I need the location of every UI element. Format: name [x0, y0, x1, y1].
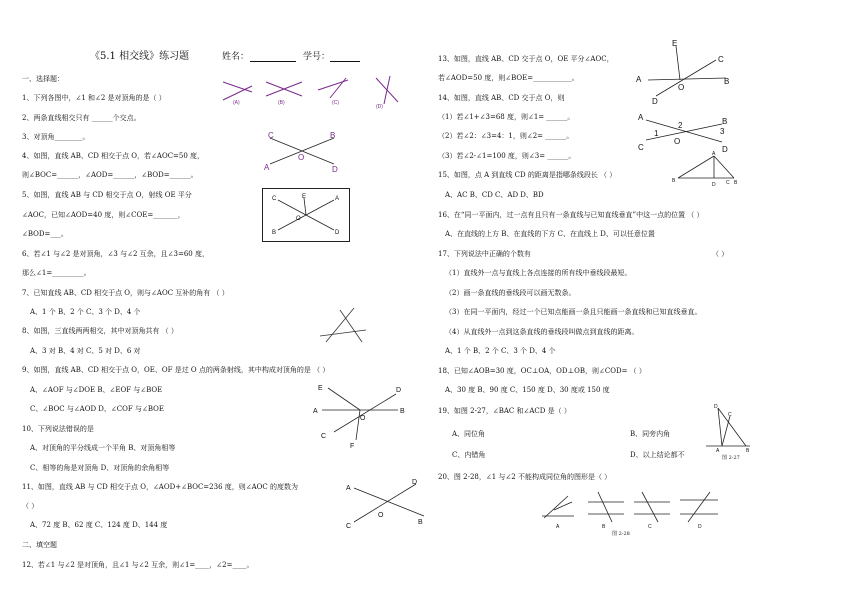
q13-label-a: A	[636, 75, 642, 84]
q9-label-d: D	[396, 387, 402, 394]
id-blank[interactable]	[330, 50, 360, 62]
q4-label-a: A	[264, 163, 270, 172]
q5-label-c: C	[272, 196, 277, 202]
question-14-part3: （3）若∠2-∠1=100 度，则∠3= ______。	[438, 152, 576, 160]
question-19: 19、如图 2-27，∠BAC 和∠ACD 是（ ）	[438, 407, 571, 415]
question-15: 15、如图，点 A 到直线 CD 的距离是指哪条线段长 （ ）	[438, 171, 617, 179]
q9-label-o: O	[360, 415, 366, 422]
question-17-statement-2: （2）画一条直线的垂线段可以画无数条。	[445, 289, 576, 297]
q20-label-d: D	[698, 524, 702, 530]
question-6-line2: 那么∠1=_________。	[22, 269, 91, 277]
q19-label-c: C	[728, 412, 732, 418]
question-5-line3: ∠BOD=___。	[22, 230, 68, 238]
q1-label-b: (B)	[278, 100, 285, 106]
q9-label-c: C	[321, 433, 327, 440]
question-14-part1: （1）若∠1+∠3=68 度，则∠1= ______。	[438, 113, 575, 121]
q13-label-o: O	[678, 83, 685, 92]
question-13-line1: 13、如图，直线 AB、CD 交于点 O，OE 平分∠AOC，	[438, 55, 614, 63]
question-15-options: A、AC B、CD C、AD D、BD	[445, 191, 544, 199]
question-17: 17、下列说法中正确的个数有	[438, 250, 531, 258]
q4-label-c: C	[268, 131, 274, 140]
q9-label-b: B	[400, 408, 405, 415]
question-14-part2: （2）若∠2：∠3=4：1，则∠2= ______。	[438, 132, 574, 140]
name-label: 姓名：	[222, 52, 250, 62]
question-11-line1: 11、如图，直线 AB 与 CD 相交于点 O，∠AOD+∠BOC=236 度，则∠AOC 的度数为	[22, 483, 299, 491]
q20-figures	[538, 488, 728, 534]
question-4-line2: 则∠BOC=______，∠AOD=______，∠BOD=______。	[22, 171, 198, 179]
q5-label-b: B	[272, 230, 277, 236]
q15-label-b-left: B	[672, 178, 676, 184]
q9-label-a: A	[313, 408, 318, 415]
q13-figure	[634, 38, 740, 108]
question-5-line1: 5、如图，直线 AB 与 CD 相交于点 O，射线 OE 平分	[22, 191, 192, 199]
question-19-option-c: C、内错角	[452, 451, 486, 459]
q14-label-c: C	[638, 143, 644, 152]
q11-label-c: C	[346, 523, 352, 530]
q1-label-d: (D)	[376, 104, 383, 110]
question-19-option-b: B、同旁内角	[630, 430, 671, 438]
q1-figure-c	[318, 78, 348, 106]
q5-label-a: A	[335, 196, 340, 202]
question-6-line1: 6、若∠1 与∠2 是对顶角，∠3 与∠2 互余，且∠3=60 度，	[22, 250, 209, 258]
question-9-options-cd: C、∠BOC 与∠AOD D、∠COF 与∠BOE	[30, 405, 164, 413]
question-16-options: A、在直线的上方 B、在直线的下方 C、在直线上 D、可以任意位置	[445, 230, 655, 238]
q13-label-e: E	[672, 39, 678, 48]
q11-figure	[340, 476, 430, 532]
question-4-line1: 4、如图，直线 AB、CD 相交于点 O，若∠AOC=50 度，	[22, 152, 205, 160]
q11-label-b: B	[418, 519, 423, 526]
q13-label-d: D	[652, 97, 658, 106]
q19-label-a: A	[716, 448, 720, 454]
question-1: 1、下列各图中，∠1 和∠2 是对顶角的是（ ）	[22, 94, 166, 102]
q13-label-b: B	[724, 77, 730, 86]
q1-figure-b	[266, 82, 302, 106]
question-18-options: A、30 度 B、90 度 C、150 度 D、30 度或 150 度	[445, 386, 610, 394]
question-17-paren: （ ）	[712, 250, 729, 258]
question-5-line2: ∠AOC，已知∠AOD=40 度，则∠COE=_______，	[22, 211, 185, 219]
question-11-options: A、72 度 B、62 度 C、124 度 D、144 度	[30, 521, 168, 529]
q14-label-3: 3	[720, 127, 725, 136]
question-16: 16、在“同一平面内，过一点有且只有一条直线与已知直线垂直”中这一点的位置 （ ）	[438, 211, 704, 219]
question-18: 18、已知∠AOB=30 度，OC⊥OA，OD⊥OB，则∠COD= （ ）	[438, 367, 646, 375]
q20-label-b: B	[602, 524, 606, 530]
q4-label-d: D	[332, 165, 338, 174]
q1-label-a: (A)	[233, 100, 240, 106]
q5-label-d: D	[335, 230, 340, 236]
q13-label-c: C	[718, 55, 724, 64]
question-14: 14、如图，直线 AB、CD 交于点 O，则	[438, 94, 565, 102]
section-choice: 一、选择题：	[22, 75, 64, 83]
name-blank[interactable]	[250, 50, 296, 62]
q20-label-a: A	[556, 524, 560, 530]
q1-figure-a	[223, 82, 252, 106]
q15-figure	[672, 150, 742, 190]
q15-label-c: C	[726, 180, 730, 186]
question-11-line2: （ ）	[22, 502, 39, 510]
q14-label-d: D	[722, 145, 728, 154]
q5-figure	[262, 188, 350, 242]
q1-figure-d	[376, 76, 398, 110]
q15-label-d: D	[712, 182, 716, 188]
question-17-options: A、1 个 B、2 个 C、3 个 D、4 个	[445, 347, 556, 355]
q19-figure-caption: 图 2-27	[722, 455, 740, 461]
q15-label-a: A	[712, 151, 716, 157]
question-8: 8、如图，三直线两两相交，其中对顶角共有 （ ）	[22, 327, 178, 335]
section-fill: 二、填空题	[22, 541, 57, 549]
q5-label-e: E	[302, 194, 307, 200]
q9-label-e: E	[318, 385, 323, 392]
question-10: 10、下列说法错误的是	[22, 425, 94, 433]
q1-label-c: (C)	[332, 100, 339, 106]
q20-label-c: C	[648, 524, 652, 530]
q20-figure-a	[542, 496, 574, 530]
q20-figure-d	[680, 492, 718, 530]
question-2: 2、两条直线相交只有 ______个交点。	[22, 114, 141, 122]
q4-label-b: B	[330, 131, 336, 140]
q9-label-f: F	[350, 443, 355, 450]
question-3: 3、对顶角________。	[22, 133, 90, 141]
q14-label-b: B	[722, 117, 728, 126]
q19-label-b: B	[746, 448, 750, 454]
question-17-statement-3: （3）在同一平面内，经过一个已知点能画一条且只能画一条直线和已知直线垂直。	[445, 308, 702, 316]
question-9: 9、如图，直线 AB、CD 相交于点 O，OE、OF 是过 O 点的两条射线，其中构成对顶角的是 （ ）	[22, 366, 330, 374]
q14-label-a: A	[638, 113, 644, 122]
question-19-option-d: D、以上结论都不	[630, 451, 685, 459]
q14-figure	[634, 110, 740, 154]
q20-figure-caption: 图 2-28	[612, 531, 630, 537]
q20-figure-b	[588, 492, 624, 530]
q9-figure	[310, 380, 414, 452]
q8-figure	[318, 306, 368, 344]
question-8-options: A、3 对 B、4 对 C、5 对 D、6 对	[30, 347, 141, 355]
q5-label-o: O	[296, 216, 301, 222]
q14-label-1: 1	[654, 129, 659, 138]
q19-label-d: D	[714, 404, 718, 410]
q14-label-o: O	[674, 137, 681, 146]
q4-figure	[262, 130, 342, 174]
question-12: 12、若∠1 与∠2 是对顶角，且∠1 与∠2 互余，则∠1=____，∠2=____。	[22, 561, 254, 569]
q11-label-o: O	[378, 512, 384, 519]
question-7: 7、已知直线 AB、CD 相交于点 O，则与∠AOC 互补的角有 （ ）	[22, 289, 229, 297]
q15-label-b-right: B	[734, 180, 738, 186]
question-9-options-ab: A、∠AOF 与∠DOE B、∠EOF 与∠BOE	[30, 386, 163, 394]
q14-label-2: 2	[678, 121, 683, 130]
question-19-option-a: A、同位角	[452, 430, 486, 438]
q20-figure-c	[634, 492, 670, 530]
question-13-line2: 若∠AOD=50 度，则∠BOE=___________。	[438, 74, 579, 82]
question-10-options-cd: C、相等的角是对顶角 D、对顶角的余角相等	[30, 464, 170, 472]
question-17-statement-4: （4）从直线外一点到这条直线的垂线段叫做点到直线的距离。	[445, 328, 639, 336]
question-20: 20、图 2-28，∠1 与∠2 不能构成同位角的图形是（ ）	[438, 473, 612, 481]
q11-label-a: A	[346, 485, 351, 492]
question-7-options: A、1 个 B、2 个 C、3 个 D、4 个	[30, 308, 141, 316]
q4-label-o: O	[298, 153, 305, 162]
q1-figures	[218, 74, 408, 110]
page-title: 《5.1 相交线》练习题	[90, 51, 190, 62]
id-label: 学号：	[303, 52, 331, 62]
question-17-statement-1: （1）直线外一点与直线上各点连接的所有线中垂线段最短。	[445, 269, 632, 277]
q11-label-d: D	[412, 479, 418, 486]
question-10-options-ab: A、对顶角的平分线成一个平角 B、对顶角相等	[30, 444, 176, 452]
